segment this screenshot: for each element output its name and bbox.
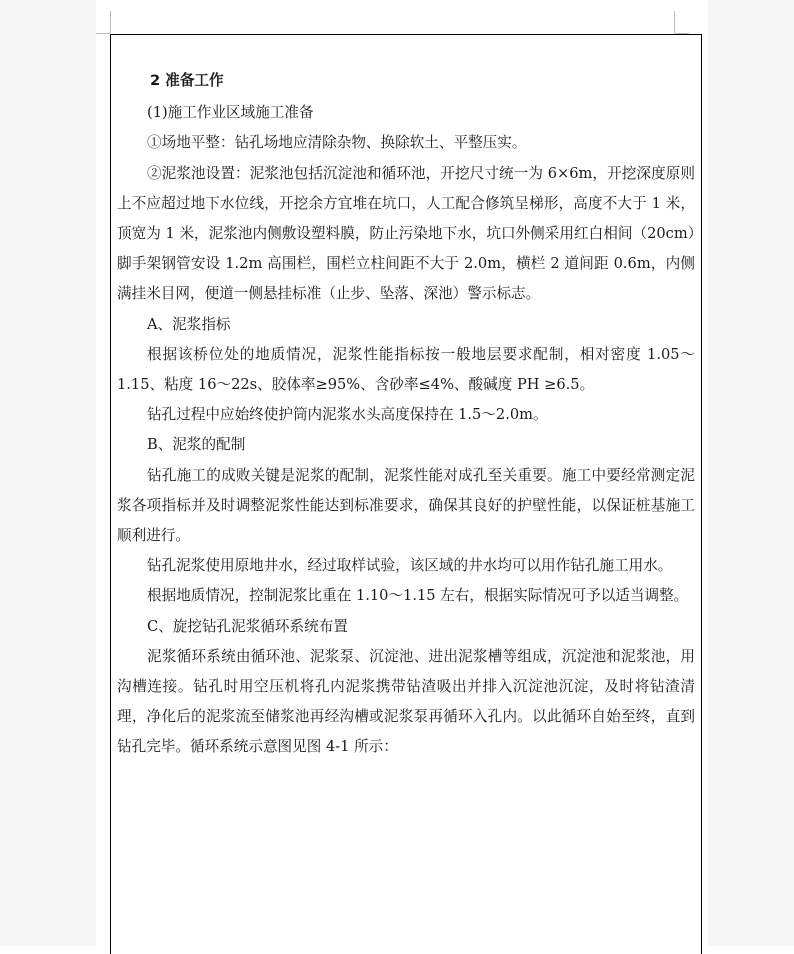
paragraph-heading-mud-mixing: B、泥浆的配制 — [147, 436, 246, 454]
paragraph-mud-density: 根据地质情况，控制泥浆比重在 1.10～1.15 左右，根据实际情况可予以适当调整。 — [147, 587, 689, 605]
paragraph-mud-index: 根据该桥位处的地质情况，泥浆性能指标按一般地层要求配制，相对密度 1.05～1.15、粘度 16～22s、胶体率≥95%、含砂率≤4%、酸碱度 PH ≥6.5。 — [117, 345, 695, 394]
paragraph-well-water: 钻孔泥浆使用原地井水，经过取样试验，该区域的井水均可以用作钻孔施工用水。 — [147, 557, 673, 575]
paragraph-site-leveling: ①场地平整：钻孔场地应清除杂物、换除软土、平整压实。 — [147, 134, 527, 152]
paragraph-circulation-system: 泥浆循环系统由循环池、泥浆泵、沉淀池、进出泥浆槽等组成，沉淀池和泥浆池，用沟槽连接。钻孔时用空压机将孔内泥浆携带钻渣吸出并排入沉淀池沉淀，及时将钻渣清理，净化后的泥浆流至储浆池再经沟槽或泥浆泵再循环入孔内。以此循环自始至终，直到钻孔完毕。循环系统示意图见图 4-1 所示： — [117, 647, 695, 756]
paragraph-heading-mud-index: A、泥浆指标 — [147, 315, 231, 333]
section-heading: 2 准备工作 — [150, 72, 224, 89]
document-body[interactable] — [117, 66, 695, 763]
crop-mark-left-horizontal — [96, 33, 110, 34]
paragraph-mud-pit-setup: ②泥浆池设置：泥浆池包括沉淀池和循环池，开挖尺寸统一为 6×6m，开挖深度原则上不应超过地下水位线，开挖余方宜堆在坑口，人工配合修筑呈梯形，高度不大于 1 米，顶宽为 1 米，泥浆池内侧敷设塑料膜，防止污染地下水，坑口外侧采用红白相间（20cm）脚手架钢管安设 1.2m 高围栏，围栏立柱间距不大于 2.0m，横栏 2 道间距 0.6m，内侧满挂米目网，便道一侧悬挂标准（止步、坠落、深池）警示标志。 — [117, 164, 695, 303]
paragraph-water-head: 钻孔过程中应始终使护筒内泥浆水头高度保持在 1.5～2.0m。 — [147, 406, 548, 424]
crop-mark-right-vertical — [674, 11, 675, 33]
paragraph-heading-circulation: C、旋挖钻孔泥浆循环系统布置 — [147, 617, 348, 635]
crop-mark-left-vertical — [110, 11, 111, 33]
paragraph-mud-mixing: 钻孔施工的成败关键是泥浆的配制，泥浆性能对成孔至关重要。施工中要经常测定泥浆各项指标并及时调整泥浆性能达到标准要求，确保其良好的护壁性能，以保证桩基施工顺利进行。 — [117, 466, 695, 545]
paragraph-subsection-title: (1)施工作业区域施工准备 — [147, 104, 314, 122]
